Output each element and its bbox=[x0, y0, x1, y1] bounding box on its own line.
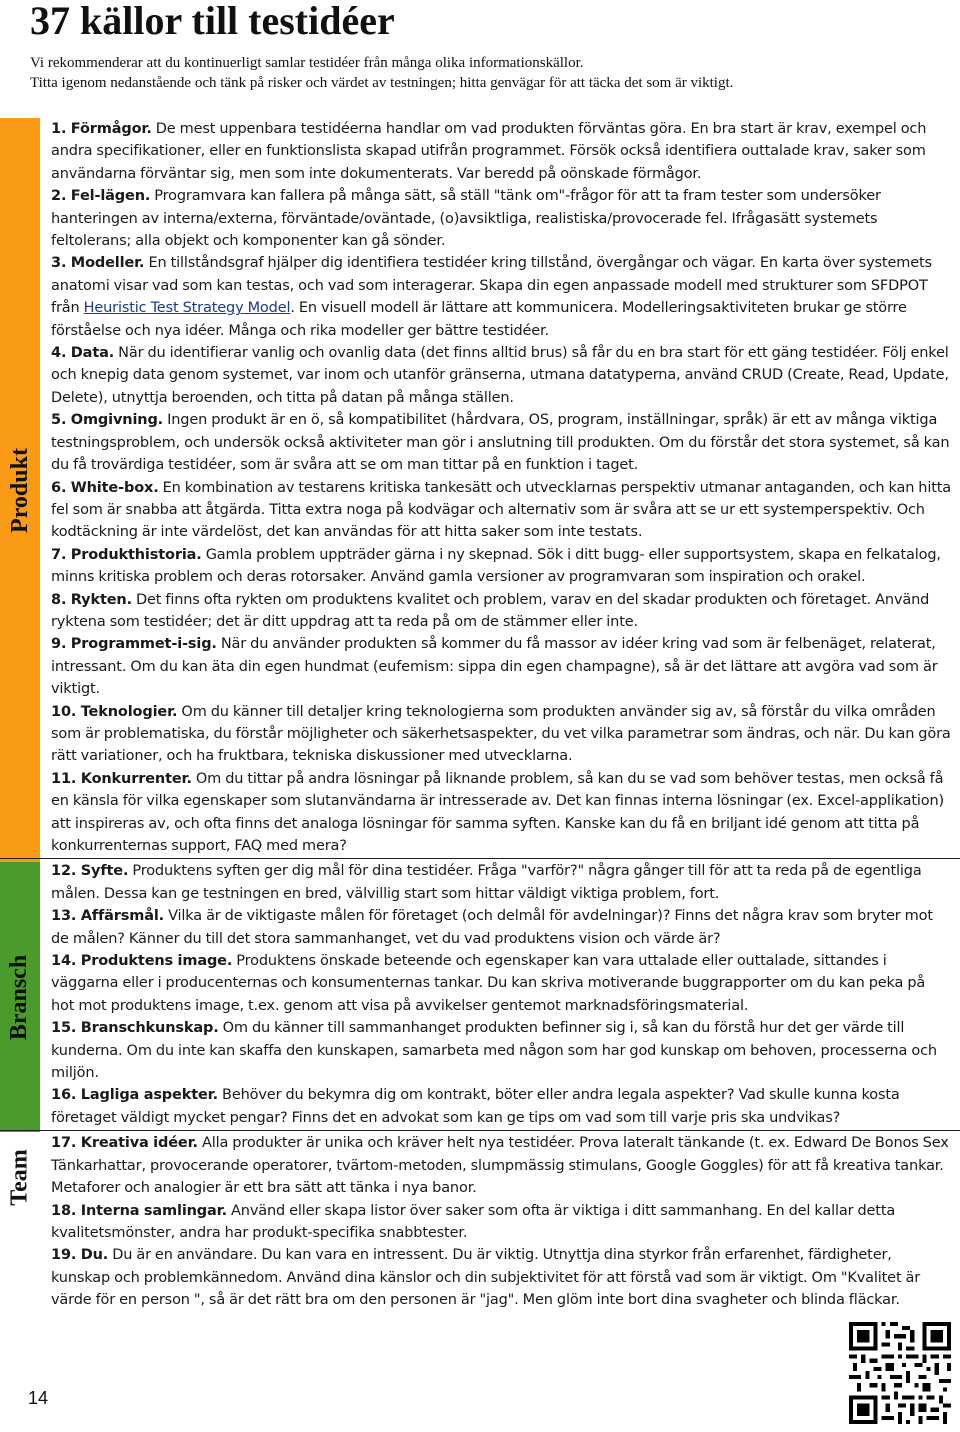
item-heading: 6. White-box. bbox=[51, 479, 159, 496]
list-item bbox=[51, 185, 951, 252]
item-text: Alla produkter är unika och kräver helt nya testidéer. Prova lateralt tänkande (t. ex. Edward De Bonos Sex Tänkarhattar, provocerande operatorer, tvärtom-metoden, slumpmässig stimulans, Google Goggles) för att få kreativa tankar. Metaforer och analogier är ett bra sätt att tänka i nya banor. bbox=[51, 1135, 949, 1197]
list-item bbox=[51, 342, 951, 409]
list-item bbox=[51, 860, 951, 905]
item-text: Om du känner till sammanhanget produkten befinner sig i, så kan du förstå hur det ger värde till kunderna. Om du inte kan skaffa den kunskapen, samarbeta med någon som har god kunskap om behoven, processerna och miljön. bbox=[51, 1020, 937, 1082]
section-band-team bbox=[0, 1132, 40, 1432]
item-text: När du använder produkten så kommer du få massor av idéer kring vad som är felbenäget, relaterat, intressant. Om du kan äta din egen hundmat (eufemism: sippa din egen champagne), så är det lättare att avgöra vad som är viktigt. bbox=[51, 636, 938, 698]
section-band-produkt bbox=[0, 118, 40, 862]
section-label-team: Team bbox=[6, 1148, 33, 1206]
list-item bbox=[51, 589, 951, 634]
item-text: Om du tittar på andra lösningar på liknande problem, så kan du se vad som behöver testas, men också få en känsla för vilka egenskaper som slutanvändarna är intresserade av. Det kan finnas interna lösningar (ex. Excel-applikation) att inspireras av, och ofta finns det analoga lösningar för samma syften. Kanske kan du få en briljant idé genom att titta på konkurrenternas support, FAQ med mera? bbox=[51, 770, 945, 854]
section-divider bbox=[0, 1130, 960, 1131]
list-item bbox=[51, 905, 951, 950]
item-heading: 8. Rykten. bbox=[51, 591, 132, 608]
list-item bbox=[51, 1084, 951, 1129]
list-item bbox=[51, 544, 951, 589]
item-text: . En visuell modell är lättare att kommunicera. Modelleringsaktiviteten brukar ge större förståelse och nya idéer. Många och rika modeller ger bättre testidéer. bbox=[51, 300, 907, 339]
item-text: Det finns ofta rykten om produktens kvalitet och problem, varav en del skadar produkten och företaget. Använd ryktena som testidéer; det är ditt uppdrag att ta reda på om de stämmer eller inte. bbox=[51, 591, 930, 630]
section-divider bbox=[0, 858, 960, 859]
item-heading: 16. Lagliga aspekter. bbox=[51, 1087, 218, 1104]
item-heading: 11. Konkurrenter. bbox=[51, 770, 192, 787]
item-text: Programvara kan fallera på många sätt, så ställ "tänk om"-frågor för att ta fram tester som undersöker hanteringen av interna/externa, förväntade/oväntade, (o)avsiktliga, realistiska/provocerade fel. Ifrågasätt systemets feltolerans; alla objekt och komponenter kan gå sönder. bbox=[51, 188, 881, 250]
list-item bbox=[51, 701, 951, 768]
item-heading: 5. Omgivning. bbox=[51, 412, 164, 429]
item-text: Ingen produkt är en ö, så kompatibilitet (hårdvara, OS, program, inställningar, språk) är ett av många viktiga testningsproblem, och undersök också aktiviteter man gör i anslutning till produkten. Om du förstår det stora systemet, så kan du få trovärdiga testidéer, som är svåra att se om man tittar på en funktion i taget. bbox=[51, 412, 950, 474]
item-text: När du identifierar vanlig och ovanlig data (det finns alltid brus) så får du en bra start för ett gäng testidéer. Följ enkel och knepig data genom systemet, var inom och utanför gränserna, utmana datatyperna, använd CRUD (Create, Read, Update, Delete), utnyttja beroenden, och titta på datan på många ställen. bbox=[51, 345, 949, 406]
item-heading: 9. Programmet-i-sig. bbox=[51, 636, 217, 653]
section-label-bransch: Bransch bbox=[6, 954, 33, 1040]
item-heading: 17. Kreativa idéer. bbox=[51, 1135, 198, 1152]
intro-line: Titta igenom nedanstående och tänk på risker och värdet av testningen; hitta genvägar för att täcka det som är viktigt. bbox=[30, 75, 734, 91]
list-item bbox=[51, 1132, 951, 1199]
source-list bbox=[51, 118, 951, 1312]
item-text: Du är en användare. Du kan vara en intressent. Du är viktig. Utnyttja dina styrkor från erfarenhet, färdigheter, kunskap och problemkännedom. Använd dina känslor och din subjektivitet för att förstå vad som är viktigt. Om "Kvalitet är värde för en person ", så är det rätt bra om den personen är "jag". Men glöm inte bort dina svagheter och blinda fläckar. bbox=[51, 1247, 921, 1309]
list-item bbox=[51, 633, 951, 700]
item-heading: 4. Data. bbox=[51, 345, 115, 362]
section-label-produkt: Produkt bbox=[6, 447, 33, 533]
list-item bbox=[51, 768, 951, 858]
item-heading: 19. Du. bbox=[51, 1247, 109, 1264]
list-item bbox=[51, 252, 951, 342]
list-item bbox=[51, 950, 951, 1017]
list-item bbox=[51, 1200, 951, 1245]
page-title: 37 källor till testidéer bbox=[30, 0, 395, 43]
item-text: Produktens önskade beteende och egenskaper kan vara uttalade eller outtalade, sittandes i väggarna eller i producenternas och konsumenternas tankar. Du kan skriva motiverande buggrapporter om du kan peka på hot mot produktens image, t.ex. genom att visa på avvikelser gentemot marknadsföringsmaterial. bbox=[51, 953, 926, 1014]
item-heading: 15. Branschkunskap. bbox=[51, 1020, 219, 1037]
intro-line: Vi rekommenderar att du kontinuerligt samlar testidéer från många olika informationskällor. bbox=[30, 55, 584, 71]
item-heading: 18. Interna samlingar. bbox=[51, 1202, 227, 1219]
list-item bbox=[51, 409, 951, 476]
list-item bbox=[51, 1017, 951, 1084]
heuristic-test-strategy-link[interactable]: Heuristic Test Strategy Model bbox=[83, 300, 291, 317]
list-item bbox=[51, 477, 951, 544]
item-heading: 13. Affärsmål. bbox=[51, 908, 165, 925]
item-heading: 3. Modeller. bbox=[51, 255, 145, 272]
item-text: Behöver du bekymra dig om kontrakt, böter eller andra legala aspekter? Vad skulle kunna kosta företaget väldigt mycket pengar? Finns det en advokat som kan ge tips om vad som till varje pris ska undvikas? bbox=[51, 1087, 900, 1126]
qr-code-icon bbox=[849, 1322, 951, 1424]
page-number: 14 bbox=[28, 1388, 49, 1408]
item-heading: 1. Förmågor. bbox=[51, 121, 152, 137]
item-text: En kombination av testarens kritiska tankesätt och utvecklarnas perspektiv utmanar antaganden, och kan hitta fel som är snabba att åtgärda. Titta extra noga på kodvägar och alternativ som är svåra att se ur ett systemperspektiv. Och kodtäckning är inte värdelöst, det kan användas för att hitta saker som inte testats. bbox=[51, 479, 952, 541]
item-text: Om du känner till detaljer kring teknologierna som produkten använder sig av, så förstår du vilka områden som är problematiska, du förstår möjligheter och säkerhetsaspekter, du vet vilka parametrar som ändras, och när. Du kan göra rätt variationer, och ha fruktbara, tekniska diskussioner med utvecklarna. bbox=[51, 703, 951, 765]
item-text: De mest uppenbara testidéerna handlar om vad produkten förväntas göra. En bra start är krav, exempel och andra specifikationer, eller en funktionslista skapad utifrån programmet. Försök också identifiera outtalade krav, saker som användarna förväntar sig, men som inte dokumenterats. Var beredd på oönskade förmågor. bbox=[51, 121, 927, 182]
item-text: Använd eller skapa listor över saker som ofta är viktiga i ditt sammanhang. En del kallar detta kvalitetsmönster, andra har produkt-specifika snabbtester. bbox=[51, 1202, 896, 1241]
item-text: Gamla problem uppträder gärna i ny skepnad. Sök i ditt bugg- eller supportsystem, skapa en felkatalog, minns kritiska problem och deras rotorsaker. Använd gamla versioner av programvaran som inspiration och orakel. bbox=[51, 546, 941, 586]
item-heading: 7. Produkthistoria. bbox=[51, 546, 202, 563]
item-text: En tillståndsgraf hjälper dig identifiera testidéer kring tillstånd, övergångar och vägar. En karta över systemets anatomi visar vad som kan testas, och vad som interagerar. Skapa din egen anpassade modell med strukturer som SFDPOT från bbox=[51, 255, 932, 317]
item-heading: 14. Produktens image. bbox=[51, 953, 233, 970]
item-text: Produktens syften ger dig mål för dina testidéer. Fråga "varför?" några gånger till för att ta reda på de egentliga målen. Dessa kan ge testningen en bred, välvillig start som hittar väldigt viktiga problem, fort. bbox=[51, 863, 922, 902]
list-item bbox=[51, 1244, 951, 1311]
item-heading: 2. Fel-lägen. bbox=[51, 188, 151, 205]
item-heading: 10. Teknologier. bbox=[51, 703, 178, 720]
intro bbox=[30, 53, 930, 93]
section-band-bransch bbox=[0, 862, 40, 1132]
item-text: Vilka är de viktigaste målen för företaget (och delmål för avdelningar)? Finns det några krav som bryter mot de målen? Känner du till det stora sammanhanget, vet du vad produktens vision och värde är? bbox=[51, 908, 933, 947]
item-heading: 12. Syfte. bbox=[51, 863, 129, 880]
list-item bbox=[51, 118, 951, 185]
